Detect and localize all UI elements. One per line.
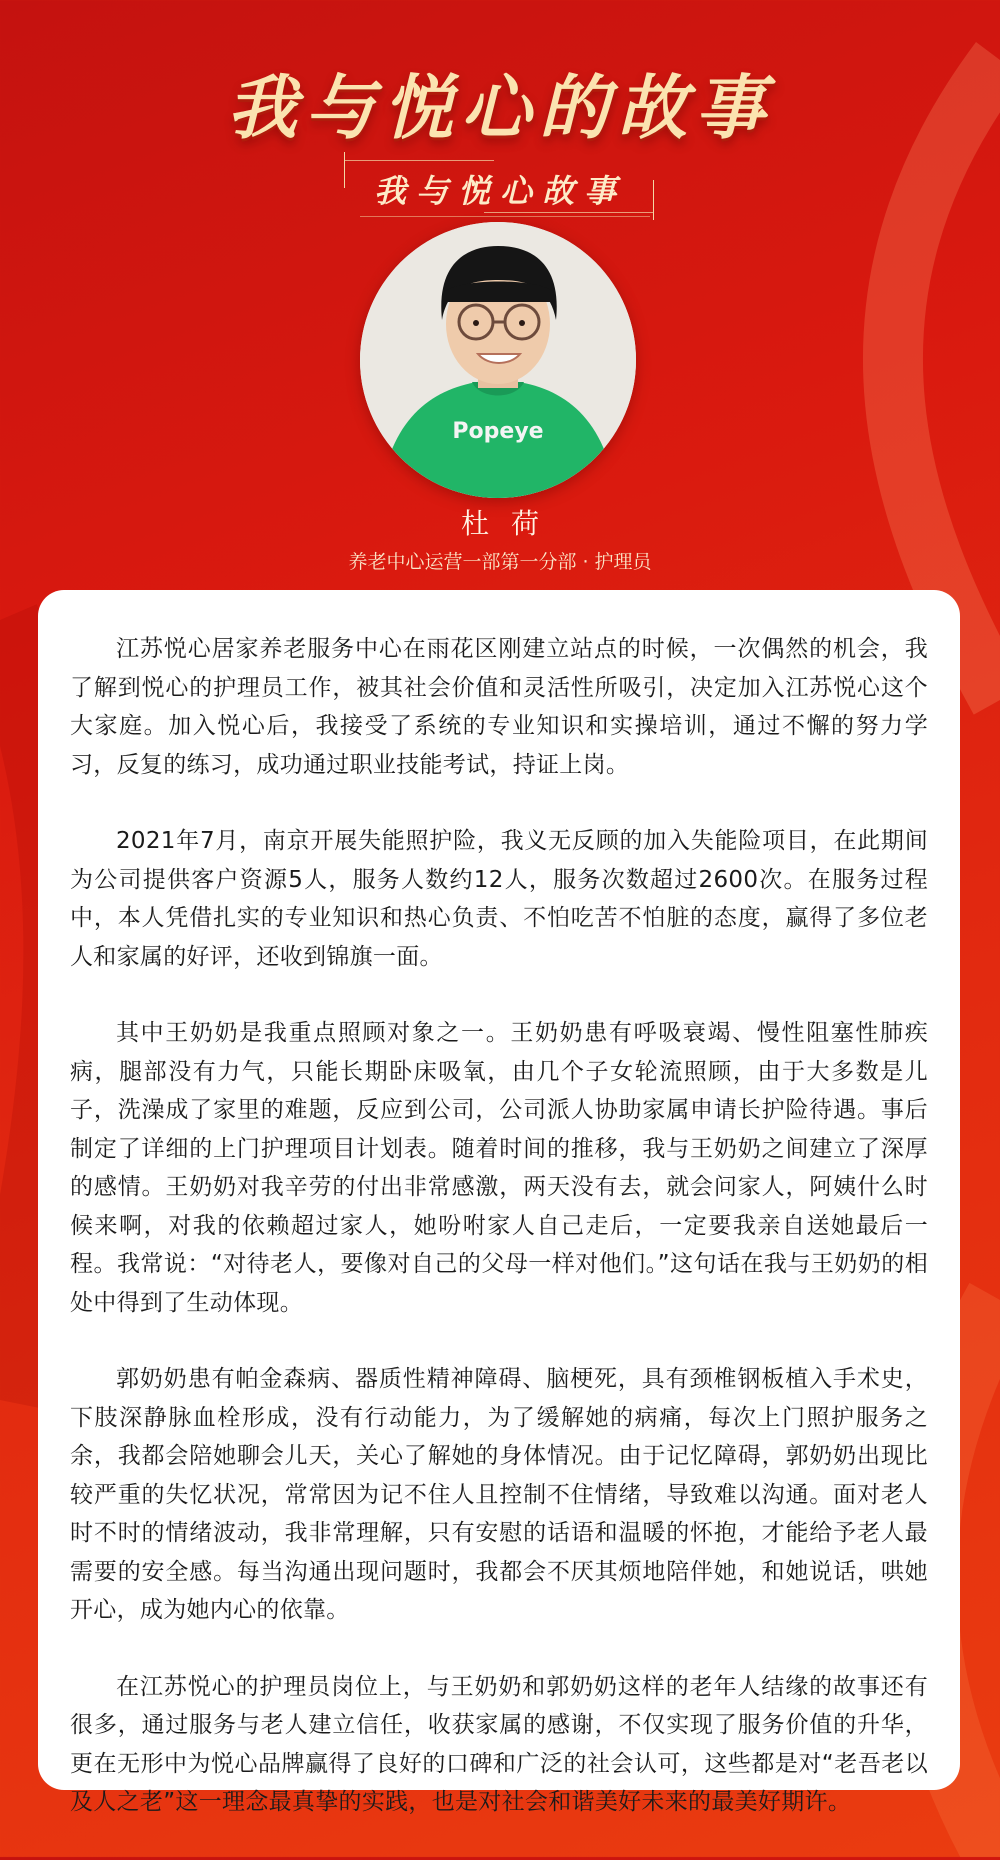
story-paragraph-2: 2021年7月，南京开展失能照护险，我义无反顾的加入失能险项目，在此期间为公司提供客户资源5人，服务人数约12人，服务次数超过2600次。在服务过程中，本人凭借扎实的专业知识和热心负责、不怕吃苦不怕脏的态度，赢得了多位老人和家属的好评，还收到锦旗一面。 xyxy=(70,828,928,970)
avatar xyxy=(360,222,636,498)
portrait-illustration xyxy=(360,222,636,498)
page-subtitle: 我与悦心故事 xyxy=(373,172,626,210)
story-paragraph-5: 在江苏悦心的护理员岗位上，与王奶奶和郭奶奶这样的老年人结缘的故事还有很多，通过服务与老人建立信任，收获家属的感谢，不仅实现了服务价值的升华，更在无形中为悦心品牌赢得了良好的口碑和广泛的社会认可，这些都是对“老吾老以及人之老”这一理念最真挚的实践，也是对社会和谐美好未来的最美好期许。 xyxy=(70,1673,928,1815)
page-title: 我与悦心的故事 xyxy=(227,66,773,149)
story-card xyxy=(38,590,960,1815)
person-name: 杜荷 xyxy=(460,507,561,540)
story-paragraph-3: 其中王奶奶是我重点照顾对象之一。王奶奶患有呼吸衰竭、慢性阻塞性肺疾病，腿部没有力气，只能长期卧床吸氧，由几个子女轮流照顾，由于大多数是儿子，洗澡成了家里的难题，反应到公司，公司派人协助家属申请长护险待遇。事后制定了详细的上门护理项目计划表。随着时间的推移，我与王奶奶之间建立了深厚的感情。王奶奶对我辛劳的付出非常感激，两天没有去，就会问家人，阿姨什么时候来啊，对我的依赖超过家人，她吩咐家人自己走后，一定要我亲自送她最后一程。我常说：“对待老人，要像对自己的父母一样对他们。”这句话在我与王奶奶的相处中得到了生动体现。 xyxy=(70,1020,928,1316)
story-paragraph-4: 郭奶奶患有帕金森病、器质性精神障碍、脑梗死，具有颈椎钢板植入手术史，下肢深静脉血栓形成，没有行动能力，为了缓解她的病痛，每次上门照护服务之余，我都会陪她聊会儿天，关心了解她的身体情况。由于记忆障碍，郭奶奶出现比较严重的失忆状况，常常因为记不住人且控制不住情绪，导致难以沟通。面对老人时不时的情绪波动，我非常理解，只有安慰的话语和温暖的怀抱，才能给予老人最需要的安全感。每当沟通出现问题时，我都会不厌其烦地陪伴她，和她说话，哄她开心，成为她内心的依靠。 xyxy=(70,1366,928,1623)
story-paragraph-1: 江苏悦心居家养老服务中心在雨花区刚建立站点的时候，一次偶然的机会，我了解到悦心的护理员工作，被其社会价值和灵活性所吸引，决定加入江苏悦心这个大家庭。加入悦心后，我接受了系统的专业知识和实操培训，通过不懈的努力学习，反复的练习，成功通过职业技能考试，持证上岗。 xyxy=(70,636,928,778)
story-body xyxy=(70,630,928,1860)
shirt-logo: Popeye xyxy=(452,419,544,444)
person-role: 养老中心运营一部第一分部 · 护理员 xyxy=(348,551,652,573)
